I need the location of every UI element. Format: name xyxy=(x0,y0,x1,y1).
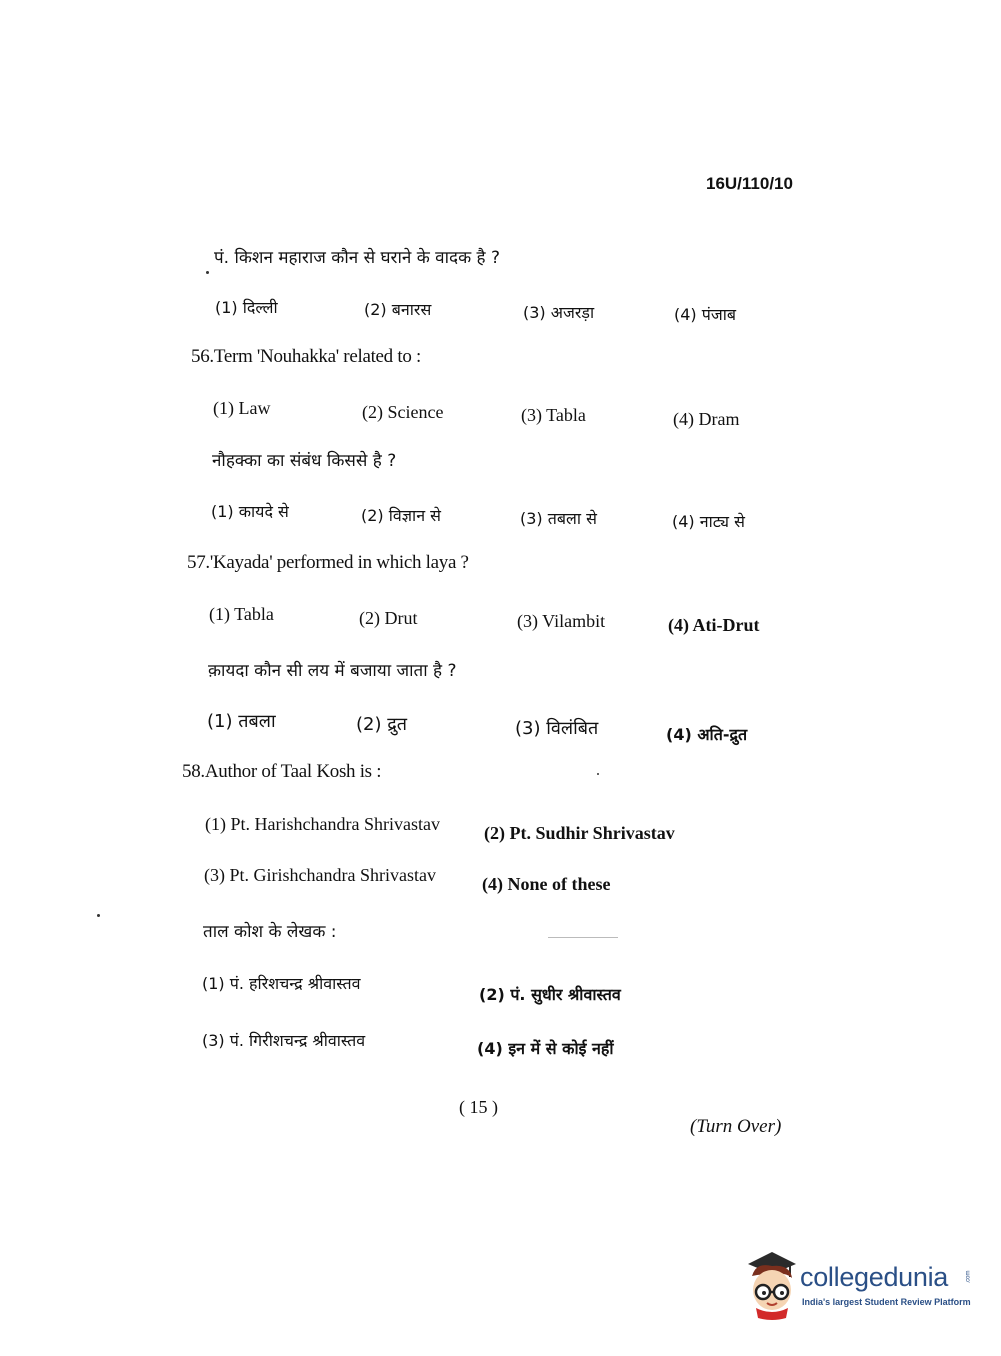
paper-code: 16U/110/10 xyxy=(706,174,793,193)
collegedunia-watermark xyxy=(742,1248,972,1324)
q56-hindi-option-1: (1) कायदे से xyxy=(211,502,289,521)
scan-speck xyxy=(206,271,209,274)
brand-tagline: India's largest Student Review Platform xyxy=(802,1297,971,1307)
q58-hindi-option-2: (2) पं. सुधीर श्रीवास्तव xyxy=(479,985,621,1004)
q57-hindi-option-3: (3) विलंबित xyxy=(515,718,599,739)
q56-hindi-option-3: (3) तबला से xyxy=(520,509,597,528)
q55-hindi-option-1: (1) दिल्ली xyxy=(215,298,278,317)
q56-option-4: (4) Dram xyxy=(673,409,740,429)
q58-question: 58.Author of Taal Kosh is : xyxy=(182,761,382,782)
scan-speck xyxy=(97,914,100,917)
scan-smudge xyxy=(548,937,618,938)
q58-hindi-question: ताल कोश के लेखक : xyxy=(203,922,337,942)
q58-hindi-option-4: (4) इन में से कोई नहीं xyxy=(477,1039,614,1058)
q56-hindi-option-4: (4) नाट्य से xyxy=(672,512,745,531)
q58-hindi-option-3: (3) पं. गिरीशचन्द्र श्रीवास्तव xyxy=(202,1031,366,1050)
q57-option-1: (1) Tabla xyxy=(209,604,274,624)
q58-option-4: (4) None of these xyxy=(482,874,611,894)
q58-hindi-option-1: (1) पं. हरिशचन्द्र श्रीवास्तव xyxy=(202,974,361,993)
q57-option-2: (2) Drut xyxy=(359,608,418,628)
q56-question: 56.Term 'Nouhakka' related to : xyxy=(191,346,421,367)
q57-hindi-option-2: (2) द्रुत xyxy=(356,714,408,735)
q55-hindi-question: पं. किशन महाराज कौन से घराने के वादक है ? xyxy=(214,248,500,268)
page-number: ( 15 ) xyxy=(459,1097,498,1117)
q58-option-3: (3) Pt. Girishchandra Shrivastav xyxy=(204,865,436,885)
q57-question: 57.'Kayada' performed in which laya ? xyxy=(187,552,469,573)
q58-option-1: (1) Pt. Harishchandra Shrivastav xyxy=(205,814,440,834)
q57-hindi-option-1: (1) तबला xyxy=(207,711,276,732)
q55-hindi-option-3: (3) अजरड़ा xyxy=(523,303,595,322)
brand-name: collegedunia xyxy=(800,1262,949,1292)
brand-suffix: .com xyxy=(965,1270,972,1284)
q57-option-4: (4) Ati-Drut xyxy=(668,615,760,635)
q57-option-3: (3) Vilambit xyxy=(517,611,606,631)
q55-hindi-option-2: (2) बनारस xyxy=(364,300,432,319)
q56-hindi-question: नौहक्का का संबंध किससे है ? xyxy=(212,451,397,471)
q57-hindi-option-4: (4) अति-द्रुत xyxy=(666,725,748,744)
q56-option-2: (2) Science xyxy=(362,402,444,422)
q56-option-3: (3) Tabla xyxy=(521,405,586,425)
q55-hindi-option-4: (4) पंजाब xyxy=(674,305,736,324)
q57-hindi-question: क़ायदा कौन सी लय में बजाया जाता है ? xyxy=(208,661,457,681)
q56-hindi-option-2: (2) विज्ञान से xyxy=(361,506,441,525)
mascot-logo-icon xyxy=(742,1248,802,1320)
q58-option-2: (2) Pt. Sudhir Shrivastav xyxy=(484,823,675,843)
turn-over-note: (Turn Over) xyxy=(690,1116,782,1137)
q56-option-1: (1) Law xyxy=(213,398,271,418)
scan-speck xyxy=(597,773,599,775)
